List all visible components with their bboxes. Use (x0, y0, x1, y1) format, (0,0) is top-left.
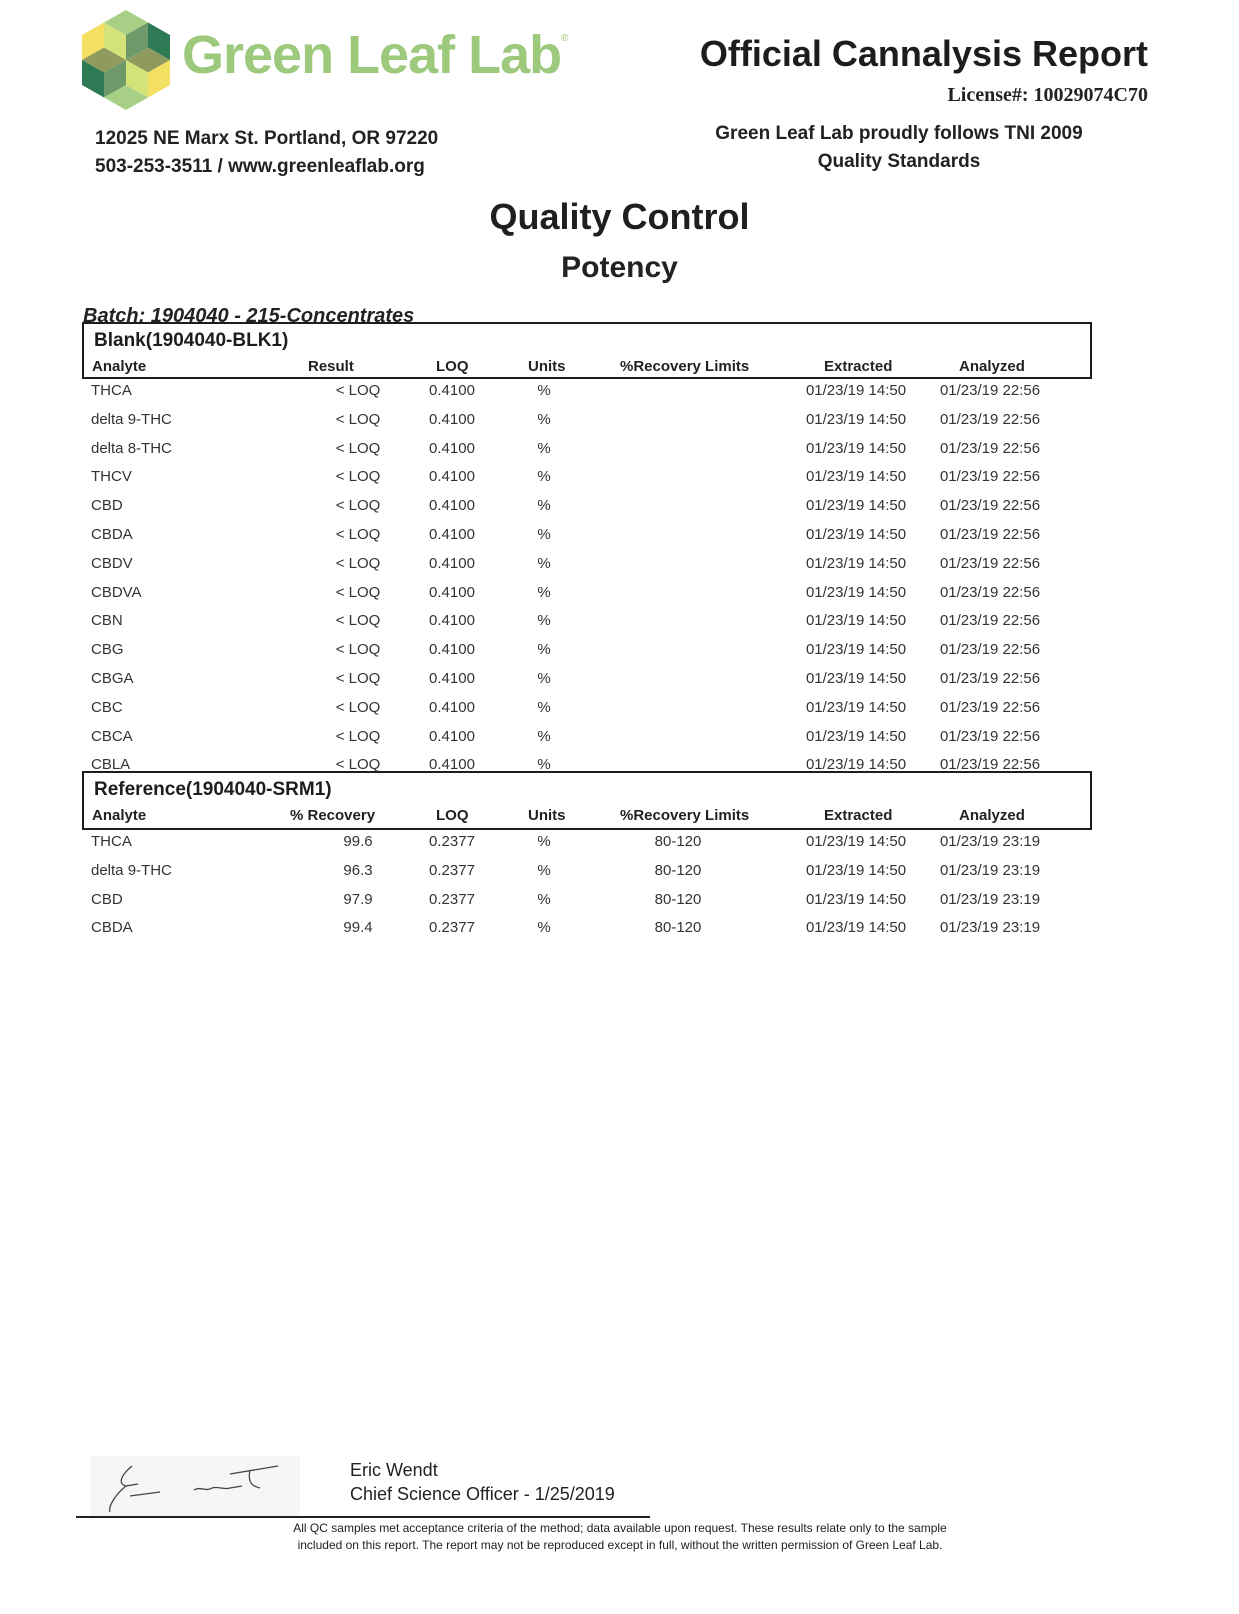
cell-result: 97.9 (343, 890, 373, 908)
cell-analyzed: 01/23/19 22:56 (939, 439, 1041, 457)
cell-analyte: THCA (91, 833, 132, 850)
cell-analyte: delta 8-THC (91, 439, 172, 457)
cell-units: % (537, 439, 551, 457)
disclaimer-line-2: included on this report. The report may not be reproduced except in full, without the written permission of Green Leaf Lab. (297, 1538, 943, 1552)
cell-result: < LOQ (335, 698, 381, 716)
cell-analyzed: 01/23/19 22:56 (939, 612, 1041, 630)
cell-loq: 0.4100 (429, 641, 475, 659)
signature-image (90, 1456, 300, 1518)
cell-loq: 0.4100 (429, 554, 475, 572)
cell-units: % (537, 698, 551, 716)
col-header-units: Units (528, 807, 566, 824)
cell-units: % (537, 919, 551, 937)
col-header-recovery-limits: %Recovery Limits (620, 358, 750, 375)
cell-extracted: 01/23/19 14:50 (805, 439, 907, 457)
table-row (82, 554, 1092, 583)
table-row (82, 640, 1092, 669)
cell-result: < LOQ (335, 525, 381, 543)
cell-result: < LOQ (335, 468, 381, 486)
cell-extracted: 01/23/19 14:50 (805, 497, 907, 515)
cell-analyzed: 01/23/19 23:19 (939, 833, 1041, 850)
cell-loq: 0.2377 (429, 919, 475, 937)
table-row (82, 439, 1092, 468)
table-row (82, 861, 1092, 890)
table-row (82, 918, 1092, 947)
col-header-result: Result (308, 358, 354, 375)
col-header-analyzed: Analyzed (959, 807, 1025, 824)
cell-analyte: THCV (91, 468, 132, 486)
cell-analyzed: 01/23/19 22:56 (939, 641, 1041, 659)
cell-loq: 0.4100 (429, 468, 475, 486)
cell-extracted: 01/23/19 14:50 (805, 890, 907, 908)
cell-result: < LOQ (335, 554, 381, 572)
cell-loq: 0.4100 (429, 583, 475, 601)
cell-loq: 0.2377 (429, 833, 475, 850)
cell-result: 96.3 (343, 861, 373, 879)
registered-mark: ® (561, 33, 568, 44)
cell-loq: 0.4100 (429, 525, 475, 543)
cell-extracted: 01/23/19 14:50 (805, 861, 907, 879)
cell-result: < LOQ (335, 382, 381, 399)
cell-result: < LOQ (335, 756, 381, 774)
blank-table-header (82, 322, 1092, 379)
cell-units: % (537, 641, 551, 659)
cell-units: % (537, 382, 551, 399)
cell-analyzed: 01/23/19 22:56 (939, 382, 1041, 399)
table-row (82, 410, 1092, 439)
cell-result: 99.4 (343, 919, 373, 937)
col-header-analyzed: Analyzed (959, 358, 1025, 375)
cell-extracted: 01/23/19 14:50 (805, 583, 907, 601)
disclaimer-line-1: All QC samples met acceptance criteria of the method; data available upon request. These results relate only to the sample (293, 1521, 947, 1535)
cell-loq: 0.4100 (429, 669, 475, 687)
table-row (82, 669, 1092, 698)
cell-loq: 0.4100 (429, 439, 475, 457)
cell-extracted: 01/23/19 14:50 (805, 641, 907, 659)
cell-extracted: 01/23/19 14:50 (805, 554, 907, 572)
cell-loq: 0.4100 (429, 497, 475, 515)
tni-statement (690, 120, 1108, 176)
cell-loq: 0.2377 (429, 861, 475, 879)
disclaimer (200, 1520, 1040, 1554)
cell-result: < LOQ (335, 410, 381, 428)
cell-result: < LOQ (335, 612, 381, 630)
cell-analyzed: 01/23/19 22:56 (939, 525, 1041, 543)
cell-result: < LOQ (335, 439, 381, 457)
cell-analyte: CBLA (91, 756, 131, 774)
tni-line-1: Green Leaf Lab proudly follows TNI 2009 (715, 123, 1083, 144)
license-number: License#: 10029074C70 (947, 84, 1148, 106)
cell-result: < LOQ (335, 669, 381, 687)
cell-result: 99.6 (343, 833, 373, 850)
blank-table-title: Blank(1904040-BLK1) (94, 330, 289, 351)
cell-loq: 0.4100 (429, 756, 475, 774)
cell-analyzed: 01/23/19 22:56 (939, 756, 1041, 774)
table-row (82, 698, 1092, 727)
cell-analyte: THCA (91, 382, 132, 399)
signature-line (76, 1516, 650, 1518)
address-street: 12025 NE Marx St. Portland, OR 97220 (95, 128, 439, 149)
cell-units: % (537, 890, 551, 908)
cell-analyzed: 01/23/19 22:56 (939, 468, 1041, 486)
page-title: Quality Control (489, 196, 750, 237)
cell-recovery-limits: 80-120 (654, 919, 702, 937)
cell-extracted: 01/23/19 14:50 (805, 756, 907, 774)
cell-extracted: 01/23/19 14:50 (805, 612, 907, 630)
cell-loq: 0.4100 (429, 727, 475, 745)
cell-analyte: CBG (91, 641, 124, 659)
cell-analyte: CBDVA (91, 583, 142, 601)
logo-cube-icon (82, 10, 170, 110)
cell-analyzed: 01/23/19 22:56 (939, 497, 1041, 515)
cell-recovery-limits: 80-120 (654, 833, 702, 850)
cell-analyte: CBD (91, 890, 123, 908)
cell-analyte: CBD (91, 497, 123, 515)
cell-units: % (537, 554, 551, 572)
cell-result: < LOQ (335, 641, 381, 659)
signer-title: Chief Science Officer - 1/25/2019 (350, 1484, 615, 1504)
cell-units: % (537, 727, 551, 745)
col-header-extracted: Extracted (824, 807, 893, 824)
cell-analyte: delta 9-THC (91, 410, 172, 428)
cell-loq: 0.4100 (429, 612, 475, 630)
cell-units: % (537, 497, 551, 515)
table-row (82, 525, 1092, 554)
table-row (82, 727, 1092, 756)
cell-units: % (537, 612, 551, 630)
lab-address (95, 125, 438, 181)
brand-name-text: Green Leaf Lab (182, 25, 562, 85)
cell-extracted: 01/23/19 14:50 (805, 382, 907, 399)
cell-units: % (537, 410, 551, 428)
cell-result: < LOQ (335, 727, 381, 745)
blank-table-body (82, 381, 1092, 784)
col-header-loq: LOQ (436, 358, 469, 375)
col-header-units: Units (528, 358, 566, 375)
cell-units: % (537, 833, 551, 850)
cell-analyzed: 01/23/19 22:56 (939, 727, 1041, 745)
cell-analyte: CBN (91, 612, 123, 630)
cell-analyzed: 01/23/19 22:56 (939, 554, 1041, 572)
col-header-recovery: % Recovery (290, 807, 376, 824)
col-header-extracted: Extracted (824, 358, 893, 375)
signer-name: Eric Wendt (350, 1460, 438, 1480)
col-header-loq: LOQ (436, 807, 469, 824)
cell-extracted: 01/23/19 14:50 (805, 833, 907, 850)
cell-units: % (537, 583, 551, 601)
cell-recovery-limits: 80-120 (654, 861, 702, 879)
cell-recovery-limits: 80-120 (654, 890, 702, 908)
cell-loq: 0.4100 (429, 410, 475, 428)
table-row (82, 611, 1092, 640)
col-header-analyte: Analyte (92, 358, 147, 375)
reference-table-header (82, 773, 1092, 830)
cell-analyte: CBDA (91, 525, 133, 543)
batch-label: Batch: 1904040 - 215-Concentrates (83, 305, 415, 327)
brand-name (182, 25, 568, 85)
cell-analyte: delta 9-THC (91, 861, 172, 879)
cell-extracted: 01/23/19 14:50 (805, 468, 907, 486)
cell-loq: 0.4100 (429, 382, 475, 399)
table-row (82, 467, 1092, 496)
table-row (82, 381, 1092, 410)
cell-loq: 0.4100 (429, 698, 475, 716)
cell-units: % (537, 756, 551, 774)
cell-analyte: CBGA (91, 669, 134, 687)
table-row (82, 583, 1092, 612)
cell-analyte: CBC (91, 698, 123, 716)
cell-analyzed: 01/23/19 22:56 (939, 583, 1041, 601)
cell-analyzed: 01/23/19 23:19 (939, 919, 1041, 937)
cell-extracted: 01/23/19 14:50 (805, 919, 907, 937)
cell-units: % (537, 861, 551, 879)
reference-table-title: Reference(1904040-SRM1) (94, 779, 332, 800)
cell-analyzed: 01/23/19 23:19 (939, 861, 1041, 879)
cell-loq: 0.2377 (429, 890, 475, 908)
cell-extracted: 01/23/19 14:50 (805, 727, 907, 745)
table-row (82, 496, 1092, 525)
report-title: Official Cannalysis Report (699, 33, 1148, 74)
cell-extracted: 01/23/19 14:50 (805, 669, 907, 687)
col-header-analyte: Analyte (92, 807, 147, 824)
cell-result: < LOQ (335, 583, 381, 601)
cell-analyzed: 01/23/19 22:56 (939, 698, 1041, 716)
page-subtitle: Potency (561, 251, 678, 284)
address-contact: 503-253-3511 / www.greenleaflab.org (95, 156, 425, 177)
cell-analyte: CBDA (91, 919, 133, 937)
cell-analyte: CBCA (91, 727, 133, 745)
cell-analyzed: 01/23/19 22:56 (939, 669, 1041, 687)
cell-extracted: 01/23/19 14:50 (805, 698, 907, 716)
cell-units: % (537, 669, 551, 687)
cell-analyzed: 01/23/19 23:19 (939, 890, 1041, 908)
cell-units: % (537, 468, 551, 486)
cell-units: % (537, 525, 551, 543)
cell-analyzed: 01/23/19 22:56 (939, 410, 1041, 428)
cell-extracted: 01/23/19 14:50 (805, 410, 907, 428)
reference-table-body (82, 832, 1092, 947)
tni-line-2: Quality Standards (817, 151, 981, 172)
cell-analyte: CBDV (91, 554, 133, 572)
cell-result: < LOQ (335, 497, 381, 515)
table-row (82, 832, 1092, 861)
table-row (82, 890, 1092, 919)
cell-extracted: 01/23/19 14:50 (805, 525, 907, 543)
col-header-recovery-limits: %Recovery Limits (620, 807, 750, 824)
